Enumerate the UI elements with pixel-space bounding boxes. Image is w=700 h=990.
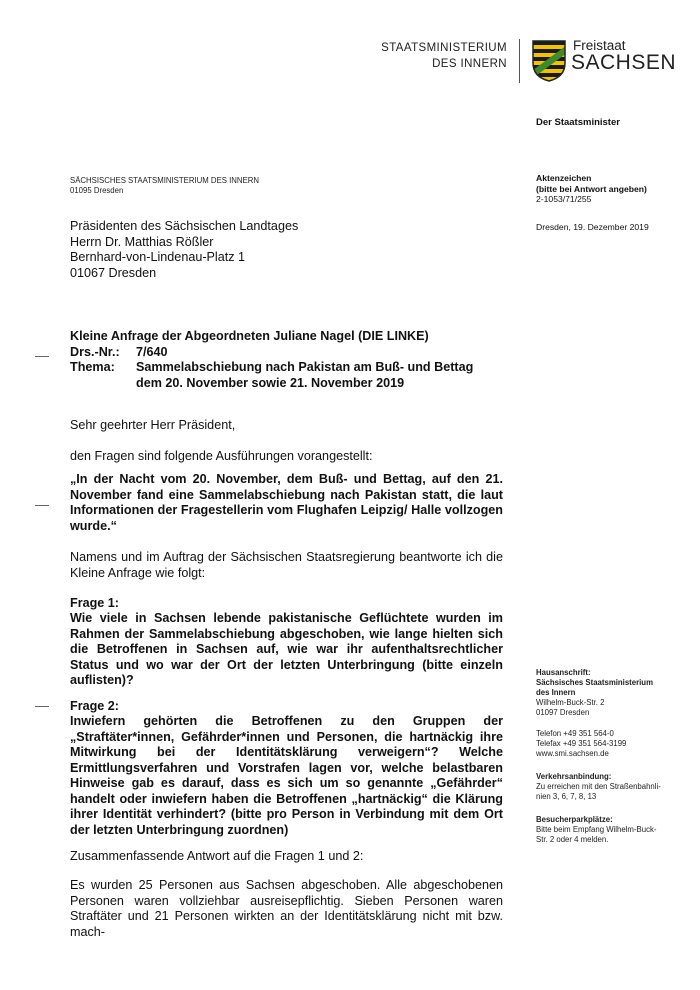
reference-hint: (bitte bei Antwort angeben) xyxy=(536,183,647,194)
drs-value: 7/640 xyxy=(136,344,168,359)
state-label: Freistaat xyxy=(573,38,626,53)
question2-text: Inwiefern gehörten die Betroffenen zu den Gruppen der „Straftäter*innen, Gefährder*innen und Personen, die hartnäckig ihre Mitwirkung bei der Identitätsklärung verweigern“? Welche Ermittlungsverfahren und Vorstrafen lagen vor, welche belastbaren Hinweise gab es darauf, dass es sich um so genannte „Gefährder“ handelt oder inwiefern haben die Betroffenen „hartnäckig“ die Klärung ihrer Identität verhindert? (bitte pro Person in Verbindung mit dem Ort der letzten Unterbringung zuordnen) xyxy=(70,714,503,837)
parking-block xyxy=(536,815,661,845)
recipient-line2: Herrn Dr. Matthias Rößler xyxy=(70,234,214,249)
subject-drs-row xyxy=(70,345,473,361)
question1-text: Wie viele in Sachsen lebende pakistanische Geflüchtete wurden im Rahmen der Sammelabschiebung abgeschoben, wie lange hielten sich die Betroffenen in Sachsen auf, wie war ihr aufenthaltsrechtlicher Status und wo war der Ort der letzten Unterbringung (bitte einzeln auflisten)? xyxy=(70,611,503,687)
sender-address xyxy=(70,176,259,195)
fold-mark-top xyxy=(35,356,49,357)
subject-thema-row xyxy=(70,360,473,376)
recipient-line4: 01067 Dresden xyxy=(70,265,157,280)
reference-label: Aktenzeichen xyxy=(536,173,592,183)
thema-line2: dem 20. November sowie 21. November 2019 xyxy=(136,375,405,390)
website: www.smi.sachsen.de xyxy=(536,749,609,758)
ministry-name xyxy=(372,40,507,72)
sender-line1: SÄCHSISCHES STAATSMINISTERIUM DES INNERN xyxy=(70,176,260,185)
address-block xyxy=(536,668,661,718)
transport-line1: Zu erreichen mit den Straßenbahnli- xyxy=(536,782,661,791)
thema-spacer xyxy=(70,376,136,392)
reference-block xyxy=(536,173,647,205)
address-label: Hausanschrift: xyxy=(536,668,591,677)
reference-number: 2-1053/71/255 xyxy=(536,194,592,204)
address-line1: Sächsisches Staatsministerium xyxy=(536,678,654,687)
recipient-line3: Bernhard-von-Lindenau-Platz 1 xyxy=(70,250,246,264)
subject-title: Kleine Anfrage der Abgeordneten Juliane Nagel (DIE LINKE) xyxy=(70,329,429,343)
subject-thema-row2 xyxy=(70,376,473,392)
header-divider xyxy=(519,39,520,83)
salutation: Sehr geehrter Herr Präsident, xyxy=(70,418,236,432)
sender-line2: 01095 Dresden xyxy=(70,185,124,195)
thema-line1: Sammelabschiebung nach Pakistan am Buß- und Bettag xyxy=(136,360,474,374)
transport-block xyxy=(536,772,661,802)
state-name: SACHSEN xyxy=(571,51,677,74)
parking-label: Besucherparkplätze: xyxy=(536,815,613,824)
contact-block xyxy=(536,729,661,759)
ministry-name-line2: DES INNERN xyxy=(432,58,507,70)
recipient-line1: Präsidenten des Sächsischen Landtages xyxy=(70,219,299,233)
parking-line1: Bitte beim Empfang Wilhelm-Buck- xyxy=(536,825,657,834)
fold-mark-bottom xyxy=(35,706,49,707)
quote-text: „In der Nacht vom 20. November, dem Buß- und Bettag, auf den 21. November fand eine Sammelabschiebung nach Pakistan statt, die laut Informationen der Fragestellerin vom Flughafen Leipzig/ Halle vollzogen wurde.“ xyxy=(70,472,503,533)
answer-text: Es wurden 25 Personen aus Sachsen abgeschoben. Alle abgeschobenen Personen waren vollziehbar ausreisepflichtig. Sieben Personen waren Straftäter und 21 Personen wirkten an der Identitätsklärung nicht mit bzw. mach- xyxy=(70,878,503,939)
phone: Telefon +49 351 564-0 xyxy=(536,729,614,738)
transport-label: Verkehrsanbindung: xyxy=(536,772,612,781)
letter-date: Dresden, 19. Dezember 2019 xyxy=(536,222,649,232)
reply-intro: Namens und im Auftrag der Sächsischen Staatsregierung beantworte ich die Kleine Anfrage wie folgt: xyxy=(70,550,503,580)
punch-mark xyxy=(35,505,49,506)
thema-label: Thema: xyxy=(70,360,115,374)
intro-text: den Fragen sind folgende Ausführungen vorangestellt: xyxy=(70,449,373,463)
parking-line2: Str. 2 oder 4 melden. xyxy=(536,835,609,844)
saxony-crest-icon xyxy=(531,39,567,83)
ministry-name-line1: STAATSMINISTERIUM xyxy=(381,42,507,54)
address-line2: des Innern xyxy=(536,688,576,697)
recipient-address xyxy=(70,219,298,281)
fax: Telefax +49 351 564-3199 xyxy=(536,739,627,748)
question1-label: Frage 1: xyxy=(70,596,119,610)
transport-line2: nien 3, 6, 7, 8, 13 xyxy=(536,792,597,801)
summary-heading: Zusammenfassende Antwort auf die Fragen 1 und 2: xyxy=(70,849,364,863)
subject-block xyxy=(70,329,473,391)
question2-label: Frage 2: xyxy=(70,699,119,713)
signatory: Der Staatsminister xyxy=(536,117,620,128)
address-line3: Wilhelm-Buck-Str. 2 xyxy=(536,698,605,707)
drs-label: Drs.-Nr.: xyxy=(70,344,120,359)
address-line4: 01097 Dresden xyxy=(536,708,590,717)
